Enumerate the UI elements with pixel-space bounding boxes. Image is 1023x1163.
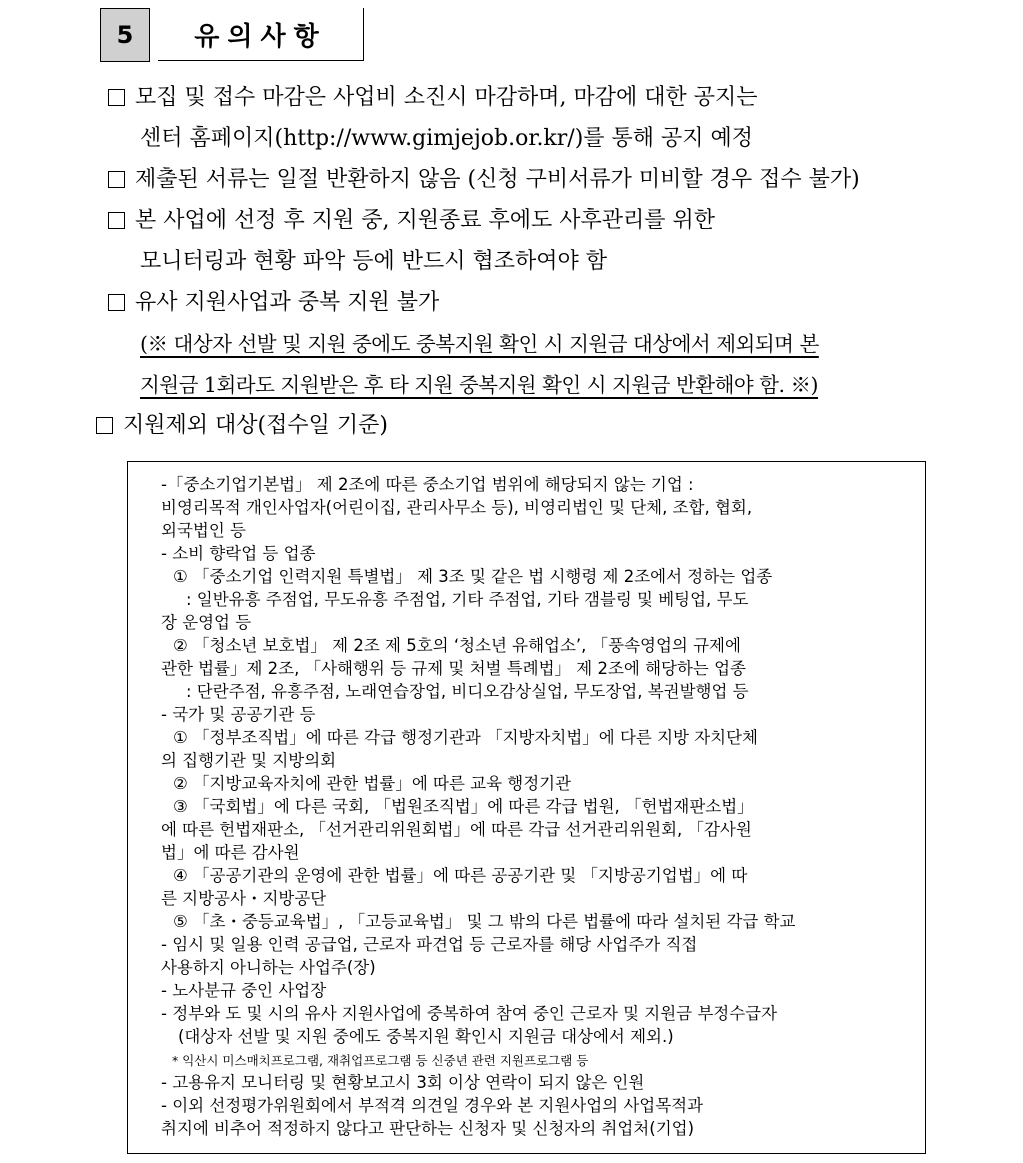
exclusion-line: (대상자 선발 및 지원 중에도 중복지원 확인시 지원금 대상에서 제외.) [178, 1027, 674, 1046]
exclusion-line: 관한 법률」제 2조, 「사해행위 등 규제 및 처벌 특례법」 제 2조에 해당하는 업종 [161, 659, 746, 678]
note-text: 모집 및 접수 마감은 사업비 소진시 마감하며, 마감에 대한 공지는 [135, 85, 758, 110]
exclusion-line: ③ 「국회법」에 다른 국회, 「법원조직법」에 따른 각급 법원, 「헌법재판소법」 [173, 797, 754, 816]
exclusion-line: - 이외 선정평가위원회에서 부적격 의견일 경우와 본 지원사업의 사업목적과 [161, 1096, 704, 1115]
exclusion-line: ② 「지방교육자치에 관한 법률」에 따른 교육 행정기관 [173, 774, 572, 793]
exclusion-box [127, 461, 926, 1154]
checkbox-square-icon [108, 212, 125, 229]
exclusion-footnote: * 익산시 미스매치프로그램, 재취업프로그램 등 신중년 관련 지원프로그램 등 [172, 1053, 589, 1068]
checkbox-square-icon [108, 89, 125, 106]
note-continuation: 센터 홈페이지(http://www.gimjejob.or.kr/)를 통해 공지 예정 [140, 126, 754, 151]
exclusion-line: ① 「중소기업 인력지원 특별법」 제 3조 및 같은 법 시행령 제 2조에서 정하는 업종 [173, 567, 773, 586]
section-title: 유의사항 [158, 8, 364, 61]
section-number: 5 [100, 8, 150, 62]
exclusion-line: - 소비 향락업 등 업종 [161, 544, 316, 563]
exclusion-line: 사용하지 아니하는 사업주(장) [161, 958, 376, 977]
duplicate-warning-line: 지원금 1회라도 지원받은 후 타 지원 중복지원 확인 시 지원금 반환해야 함. ※) [140, 373, 819, 397]
exclusion-line: - 고용유지 모니터링 및 현황보고시 3회 이상 연락이 되지 않은 인원 [161, 1073, 645, 1092]
exclusion-line: 에 따른 헌법재판소, 「선거관리위원회법」에 따른 각급 선거관리위원회, 「감사원 [161, 820, 752, 839]
exclusion-line: 비영리목적 개인사업자(어린이집, 관리사무소 등), 비영리법인 및 단체, 조합, 협회, [161, 498, 753, 517]
exclusion-line: 른 지방공사・지방공단 [161, 889, 327, 908]
note-text: 유사 지원사업과 중복 지원 불가 [135, 290, 440, 315]
exclusion-line: - 임시 및 일용 인력 공급업, 근로자 파견업 등 근로자를 해당 사업주가 직접 [161, 935, 698, 954]
note-text: 제출된 서류는 일절 반환하지 않음 (신청 구비서류가 미비할 경우 접수 불가) [135, 167, 860, 192]
exclusion-line: 법」에 따른 감사원 [161, 843, 300, 862]
exclusion-line: 외국법인 등 [161, 521, 246, 540]
exclusion-line: ① 「정부조직법」에 따른 각급 행정기관과 「지방자치법」에 다른 지방 자치단체 [173, 728, 758, 747]
exclusion-line: : 일반유흥 주점업, 무도유흥 주점업, 기타 주점업, 기타 갬블링 및 베팅업, 무도 [186, 590, 749, 609]
exclusion-line: - 국가 및 공공기관 등 [161, 705, 316, 724]
note-continuation: 모니터링과 현황 파악 등에 반드시 협조하여야 함 [140, 249, 608, 274]
exclusion-line: ④ 「공공기관의 운영에 관한 법률」에 따른 공공기관 및 「지방공기업법」에 따 [173, 866, 748, 885]
exclusion-line: - 노사분규 중인 사업장 [161, 981, 327, 1000]
note-text: 본 사업에 선정 후 지원 중, 지원종료 후에도 사후관리를 위한 [135, 208, 715, 233]
exclusion-line: - 정부와 도 및 시의 유사 지원사업에 중복하여 참여 중인 근로자 및 지원금 부정수급자 [161, 1004, 778, 1023]
note-item [96, 411, 388, 441]
note-text: 지원제외 대상(접수일 기준) [123, 413, 388, 438]
exclusion-line: 의 집행기관 및 지방의회 [161, 751, 337, 770]
exclusion-line: 장 운영업 등 [161, 613, 252, 632]
exclusion-line: ② 「청소년 보호법」 제 2조 제 5호의 ‘청소년 유해업소’, 「풍속영업의 규제에 [173, 636, 741, 655]
exclusion-line: : 단란주점, 유흥주점, 노래연습장업, 비디오감상실업, 무도장업, 복권발행업 등 [186, 682, 749, 701]
duplicate-warning-line: (※ 대상자 선발 및 지원 중에도 중복지원 확인 시 지원금 대상에서 제외되며 본 [140, 332, 819, 356]
exclusion-line: -「중소기업기본법」 제 2조에 따른 중소기업 범위에 해당되지 않는 기업 : [161, 475, 694, 494]
exclusion-line: ⑤ 「초・중등교육법」, 「고등교육법」 및 그 밖의 다른 법률에 따라 설치된 각급 학교 [173, 912, 796, 931]
note-item [108, 206, 715, 236]
checkbox-square-icon [108, 294, 125, 311]
checkbox-square-icon [108, 171, 125, 188]
note-item [108, 83, 758, 113]
note-item [108, 288, 439, 318]
checkbox-square-icon [96, 417, 113, 434]
note-item [108, 165, 860, 195]
exclusion-line: 취지에 비추어 적정하지 않다고 판단하는 신청자 및 신청자의 취업처(기업) [161, 1119, 695, 1138]
